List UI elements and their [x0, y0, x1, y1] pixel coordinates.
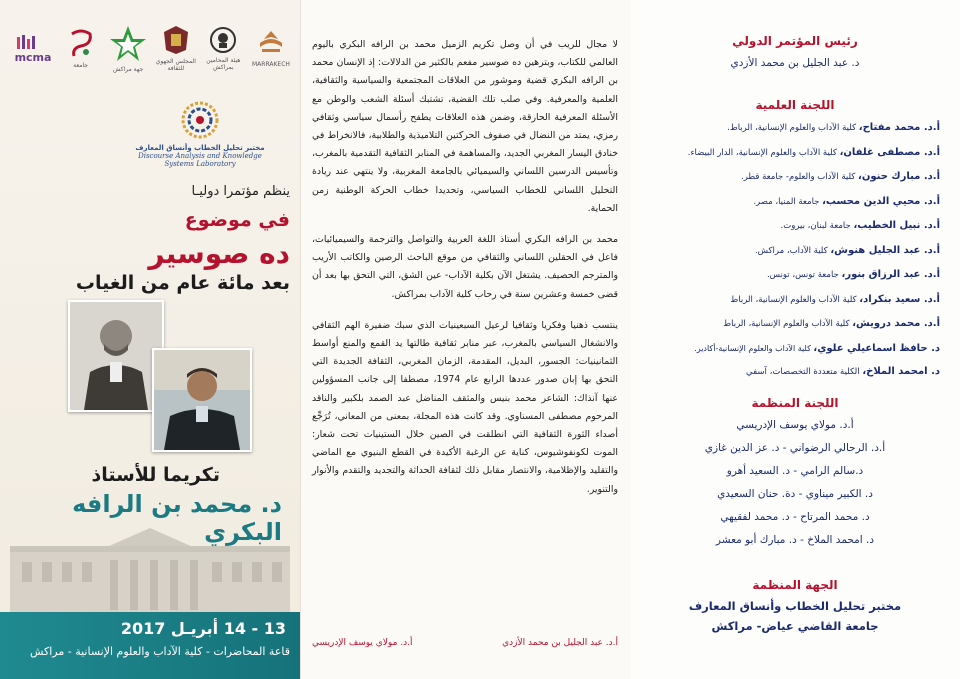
- host-section: [650, 578, 940, 636]
- organizing-committee: [650, 396, 940, 552]
- green-star-icon: [108, 24, 148, 64]
- lab-name-arabic: مختبر تحليل الخطاب وأنساق المعارف: [135, 144, 265, 152]
- lab-name-english-2: Systems Laboratory: [164, 160, 236, 168]
- president-name: د. عبد الجليل بن محمد الأزدي: [730, 57, 860, 69]
- scientific-committee-heading: اللجنة العلمية: [755, 98, 835, 112]
- org-member: د. امحمد الملاخ - د. مبارك أبو معشر: [715, 534, 875, 546]
- lab-logo: [112, 100, 288, 168]
- calligraphy-emblem-icon: [66, 28, 96, 60]
- marrakech-logo-text: MARRAKECH: [252, 60, 290, 68]
- council-logo-text: المجلس الجهوي للثقافة: [155, 58, 196, 72]
- cadi-ayyad-logo: [60, 28, 102, 69]
- marrakech-emblem-icon: [254, 29, 288, 59]
- mcma-logo: [12, 33, 54, 64]
- sci-member: أ.د. محمد درويش، كلية الآداب والعلوم الإنسانية، الرباط: [723, 318, 940, 329]
- topic-line: في موضوع: [184, 209, 290, 231]
- lab-name-english-1: Discourse Analysis and Knowledge: [138, 152, 262, 160]
- partner-logos: [12, 18, 292, 78]
- sci-member: أ.د. سعيد بنكراد، كلية الآداب والعلوم الإنسانية، الرباط: [730, 293, 940, 305]
- honor-line: تكريما للأستاذ: [91, 464, 220, 486]
- lawyers-logo-text: هيئة المحامين بمراكش: [206, 57, 241, 71]
- lawyers-association-logo: [202, 25, 244, 71]
- regional-council-logo: [155, 24, 197, 72]
- honoree-portrait: [152, 348, 252, 452]
- signatures: [312, 638, 618, 648]
- org-member: د. الكبير ميناوي - دة. حنان السعيدي: [717, 488, 873, 500]
- conference-subject: ده صوسير: [148, 237, 290, 270]
- president-heading: رئيس المؤتمر الدولي: [732, 34, 858, 48]
- org-member: أ.د. مولاي يوسف الإدريسي: [736, 419, 854, 431]
- subject-subtitle: بعد مائة عام من الغياب: [75, 272, 290, 294]
- marrakech-university-logo: [250, 29, 292, 68]
- scientific-committee: [650, 98, 940, 385]
- honoree-name: د. محمد بن الرافه البكري: [72, 490, 282, 546]
- lab-spiral-icon: [180, 100, 220, 140]
- event-venue: قاعة المحاضرات - كلية الآداب والعلوم الإنسانية - مراكش: [29, 645, 290, 658]
- mcma-bars-icon: [15, 33, 51, 51]
- sci-member: أ.د. مصطفى غلفان، كلية الآداب والعلوم الإنسانية، الدار البيضاء.: [687, 146, 940, 158]
- sci-member: أ.د. عبد الرزاق بنور، جامعة تونس، تونس.: [766, 269, 940, 280]
- saussure-portrait: [68, 300, 164, 412]
- event-info-bar: [0, 612, 300, 679]
- saussure-silhouette-icon: [70, 302, 162, 410]
- council-crest-icon: [162, 24, 190, 56]
- sci-member: أ.د. محمد مفتاح، كلية الآداب والعلوم الإنسانية، الرباط.: [727, 122, 940, 133]
- tribute-paragraph-3: ينتسب ذهنيا وفكريا وثقافيا لرعيل السبعينيات الذي سبك ضفيرة الهم الثقافي والانشغال السياسي بالمغرب، عبر منابر ثقافية طالتها يد القمع والمنع أواسط الثمانينيات: الجسور، البديل، المقدمة، الزمان المغربي، الثقافة الجديدة التي التحق بها إبان صدور عددها الرابع عام 1974، مصطفا إلى جانب المسؤولين عنها آنذاك: الشاعر محمد بنيس والمثقف المناضل عبد الصمد بلكبير والناقد المرحوم مصطفى المسناوي. وقد كانت هذه المجلة، بمعنى من المعاني، تُرَجِّع أصداء الثورة الثقافية التي انطلقت في الصين خلال الستينيات تحت شعار: الموت لكونفوشيوس، كناية عن الرغبة الأكيدة في القطع البنيوي مع الماضي والتقليد والإظلامية، والانتصار مقابل ذلك لثقافة الحداثة والتجديد والتقدم والأنوار والتنوير.: [312, 319, 619, 495]
- sci-member: أ.د. مبارك حنون، كلية الآداب والعلوم- جامعة قطر.: [741, 171, 940, 182]
- lawyers-seal-icon: [208, 25, 238, 55]
- org-member: د. محمد المرتاح - د. محمد لفقيهي: [720, 511, 870, 523]
- organizes-line: ينظم مؤتمرا دوليـا: [191, 184, 290, 199]
- host-heading: الجهة المنظمة: [752, 578, 838, 592]
- president-section: [650, 34, 940, 75]
- org-member: أ.د. الرحالي الرضواني - د. عز الدين غازي: [704, 442, 886, 454]
- honoree-silhouette-icon: [154, 350, 250, 450]
- sci-member: د. حافظ اسماعيلي علوي، كلية الآداب والعلوم الإنسانية-أكادير.: [694, 342, 940, 354]
- org-member: د.سالم الرامي - د. السعيد أهرو: [726, 465, 864, 477]
- signature-1: أ.د. عبد الجليل بن محمد الأزدي: [502, 638, 618, 648]
- mcma-logo-text: mcma: [14, 50, 52, 64]
- host-university: جامعة القاضي عياض- مراكش: [711, 619, 879, 633]
- sci-member: أ.د. نبيل الخطيب، جامعة لبنان، بيروت.: [780, 220, 940, 231]
- tribute-paragraph-1: لا مجال للريب في أن وصل تكريم الزميل محمد بن الرافه البكري باليوم العالمي للكتاب، وبترهين ده صوسير مفعم بالكثير من الدلالات: إذ الإنسان محمد بن الرافه البكري قضية وموشور من العلاقات المجتمعية والسياسية والثقافية، العلمية والمعرفية. وفي صلب تلك القضية، تشتبك أسئلة الشعب والوطن مع الأسئلة المعرفية الحارقة، وضمن هذه العلاقات يطفح رأسمال سياسي وثقافي رمزي، يمتد من النضال في صفوف الحركتين التلاميذية والطلابية، فالانخراط في خنادق اليسار المغربي الجديد، والمساهمة في المنابر الثقافية التقدمية بالمغرب، وتأسيس الدرسين اللساني والسيميائي بالجامعة المغربية، ولا ينتهي عند ريادة التحليل اللساني للخطاب السياسي، وتحديدا خطاب الحركة الوطنية زمن الحماية.: [312, 39, 618, 214]
- star-logo: [107, 24, 149, 73]
- sci-member: أ.د. عبد الجليل هنوش، كلية الآداب، مراكش.: [754, 244, 940, 256]
- host-lab: مختبر تحليل الخطاب وأنساق المعارف: [688, 599, 902, 613]
- event-date: 13 - 14 أبريـل 2017: [120, 619, 286, 638]
- organizing-committee-heading: اللجنة المنظمة: [751, 396, 839, 410]
- signature-2: أ.د. مولاي يوسف الإدريسي: [312, 638, 413, 648]
- sci-member: أ.د. محيي الدين محسب، جامعة المنيا، مصر.: [753, 195, 940, 207]
- cadi-logo-text: جامعة: [73, 61, 89, 69]
- sci-member: د. امحمد الملاخ، الكلية متعددة التخصصات، آسفي: [746, 366, 940, 377]
- faculty-building-illustration: [0, 520, 300, 620]
- tribute-paragraph-2: محمد بن الرافه البكري أستاذ اللغة العربية والتواصل والترجمة والسيميائيات، فاعل في الحقلين اللساني والثقافي من موقع الباحث الرصين والكاتب الأريب والمترجم الحصيف. يشتغل الآن بكلية الآداب- عين الشق، التي التحق بها بعد أن قضى خمسة وعشرين سنة في رحاب كلية الآداب بمراكش.: [312, 234, 618, 300]
- tribute-text: [312, 36, 618, 512]
- star-logo-text: جهة مراكش: [113, 65, 144, 73]
- cover-panel: [0, 0, 300, 679]
